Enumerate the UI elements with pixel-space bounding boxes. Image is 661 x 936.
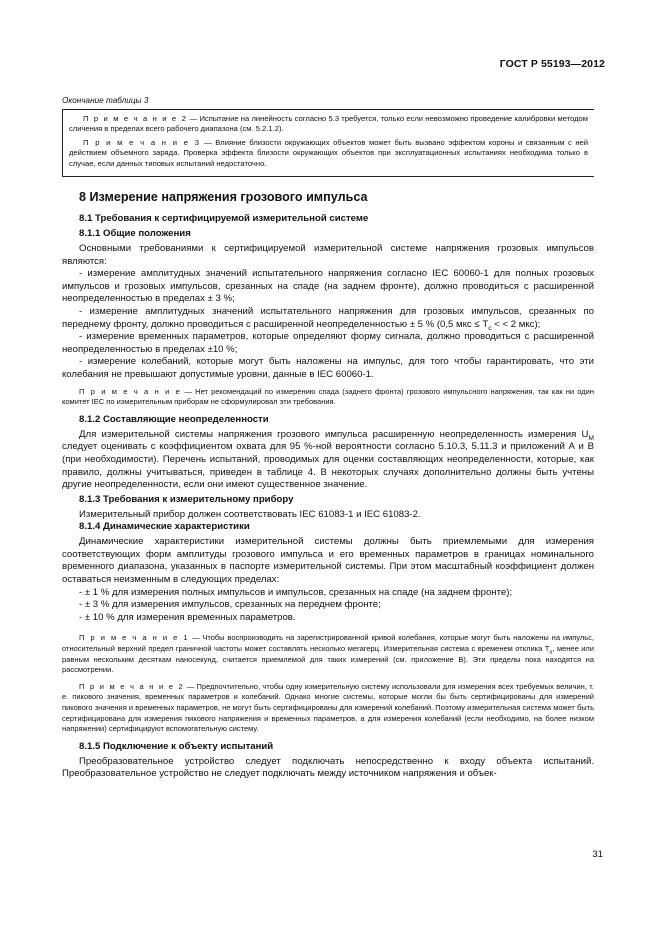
document-header: ГОСТ Р 55193—2012 [499,58,605,70]
section-8-1-4-heading: 8.1.4 Динамические характеристики [79,521,250,533]
note: П р и м е ч а н и е — Нет рекомендаций по измерению спада (заднего фронта) грозового импульсного напряжения, так как ни один комитет IEC по измерительным приборам не сформулировал эти требования. [62,386,594,407]
list-item: - измерение временных параметров, которые определяют форму сигнала, должно проводиться с расширенной неопределенностью в пределах ±10 %; [62,331,594,355]
list-item: - измерение амплитудных значений испытательного напряжения согласно IEC 60060-1 для полных грозовых импульсов и грозовых импульсов, срезанных на спаде (на заднем фронте), должно проводиться с расширенной неопределенностью в пределах ± 3 %; [62,268,594,305]
note: П р и м е ч а н и е 1 — Чтобы воспроизводить на зарегистрированной кривой колебания, которые могут быть наложены на импульс, относительный верхний предел граничной частоты может составлять несколько мегагерц. Измерительная система с временем отклика $T_\alpha$, менее или равным нескольким десяткам наносекунд, считается приемлемой для таких измерений (см. приложение В). Эти пределы пока находятся на рассмотрении. [62,633,594,675]
paragraph: Основными требованиями к сертифицируемой измерительной системе напряжения грозовых импульсов являются: [62,243,594,267]
list-item: - ± 3 % для измерения импульсов, срезанных на переднем фронте; [79,599,381,611]
table-note-3: П р и м е ч а н и е 3 — Влияние близости окружающих объектов может быть вызвано эффектом короны и связанным с ней действием объемного заряда. Проверка эффекта близости окружающих объектов при эксплуатационных испытаниях необходима только в случае, если данных типовых испытаний недостаточно. [69,137,588,168]
paragraph: Динамические характеристики измерительной системы должны быть приемлемыми для измерения соответствующих форм амплитуды грозового импульса и его временных параметров в границах номинального временного диапазона, указанных в паспорте измерительной системы. При этом масштабный коэффициент должен оставаться неизменным в следующих пределах: [62,536,594,586]
list-item: - ± 10 % для измерения временных параметров. [79,611,296,623]
paragraph: Для измерительной системы напряжения грозового импульса расширенную неопределенность измерения $U_M$ следует оценивать с коэффициентом охвата для 95 %-ной вероятности согласно 5.10.3, 5.11.3 и приложений А и В (при необходимости). Перечень испытаний, проводимых для оценки составляющих неопределенности, которые, как правило, должны учитываться, приведен в таблице 4. В некоторых случаях дополнительно должны быть учтены другие неопределенности, если они имеют существенное значение. [62,428,594,491]
section-8-1-2-heading: 8.1.2 Составляющие неопределенности [79,413,269,425]
section-8-heading: 8 Измерение напряжения грозового импульса [79,190,368,204]
table-caption: Окончание таблицы 3 [62,96,149,105]
table-notes-box [62,109,594,177]
list-item: - ± 1 % для измерения полных импульсов и импульсов, срезанных на спаде (на заднем фронте); [79,586,513,598]
section-8-1-3-heading: 8.1.3 Требования к измерительному прибору [79,493,294,505]
paragraph: Измерительный прибор должен соответствовать IEC 61083-1 и IEC 61083-2. [79,508,421,520]
section-8-1-1-heading: 8.1.1 Общие положения [79,228,191,239]
paragraph: Преобразовательное устройство следует подключать непосредственно к входу объекта испытаний. Преобразовательное устройство не следует подключать между источником напряжения и объек- [62,755,594,780]
table-note-2: П р и м е ч а н и е 2 — Испытание на линейность согласно 5.3 требуется, только если невозможно проведение калибровки методом сличения в пределах всего рабочего диапазона (см. 5.2.1.2). [69,114,588,134]
main-content [62,190,594,781]
list-item: - измерение амплитудных значений испытательного напряжения для грозовых импульсов, срезанных по переднему фронту, должно проводиться с расширенной неопределенностью ± 5 % (0,5 мкс ≤ $T_c$ < < 2 мкс); [62,305,594,332]
section-8-1-heading: 8.1 Требования к сертифицируемой измерительной системе [79,213,369,224]
section-8-1-5-heading: 8.1.5 Подключение к объекту испытаний [79,740,274,752]
list-item: - измерение колебаний, которые могут быть наложены на импульс, для того чтобы гарантировать, что эти колебания не превышают допустимые уровни, данные в IEC 60060-1. [62,356,594,380]
page-number: 31 [592,849,603,860]
note: П р и м е ч а н и е 2 — Предпочтительно, чтобы одну измерительную систему использовали для измерения всех требуемых величин, т. е. пикового значения, временных параметров и колебаний. Однако многие системы, которые могли бы быть сертифицированы для измерений пикового значения и временных параметров, не могут быть сертифицированы для измерений колебаний. Поэтому измерительная система может быть сертифицирована для измерения пикового напряжения и временных параметров, а для измерения колебаний (если необходимо, на более низком напряжении) сертифицируют вспомогательную систему. [62,681,594,734]
